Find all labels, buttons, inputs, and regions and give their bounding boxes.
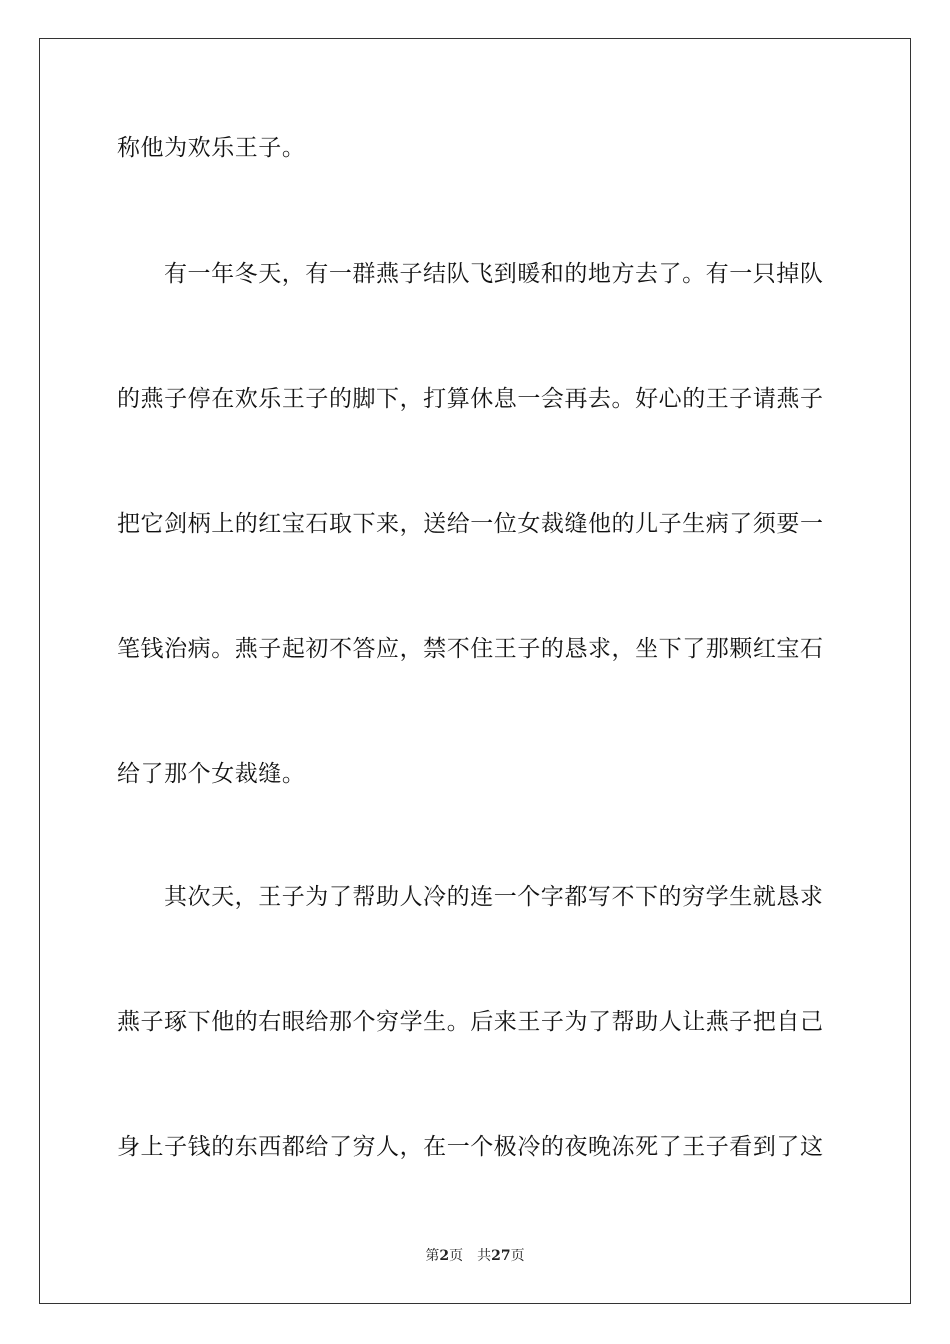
footer-total-prefix: 共	[477, 1248, 492, 1264]
footer-page-prefix: 第	[425, 1248, 440, 1264]
footer-page-number: 2	[439, 1248, 450, 1264]
text-line-8: 燕子琢下他的右眼给那个穷学生。后来王子为了帮助人让燕子把自己	[117, 1009, 824, 1035]
text-line-1: 称他为欢乐王子。	[117, 135, 306, 161]
text-line-6: 给了那个女裁缝。	[117, 761, 306, 787]
text-line-7: 其次天，王子为了帮助人冷的连一个字都写不下的穷学生就恳求	[164, 884, 824, 910]
text-line-5: 笔钱治病。燕子起初不答应，禁不住王子的恳求，坐下了那颗红宝石	[117, 636, 824, 662]
page-border	[39, 38, 911, 1304]
footer-total-pages: 27	[491, 1248, 511, 1264]
text-line-2: 有一年冬天，有一群燕子结队飞到暖和的地方去了。有一只掉队	[164, 261, 824, 287]
page-footer	[0, 1247, 950, 1265]
text-line-9: 身上子钱的东西都给了穷人，在一个极冷的夜晚冻死了王子看到了这	[117, 1134, 824, 1160]
text-line-3: 的燕子停在欢乐王子的脚下，打算休息一会再去。好心的王子请燕子	[117, 386, 824, 412]
footer-total-suffix: 页	[510, 1248, 525, 1264]
text-line-4: 把它剑柄上的红宝石取下来，送给一位女裁缝他的儿子生病了须要一	[117, 511, 824, 537]
footer-page-suffix: 页	[449, 1248, 464, 1264]
